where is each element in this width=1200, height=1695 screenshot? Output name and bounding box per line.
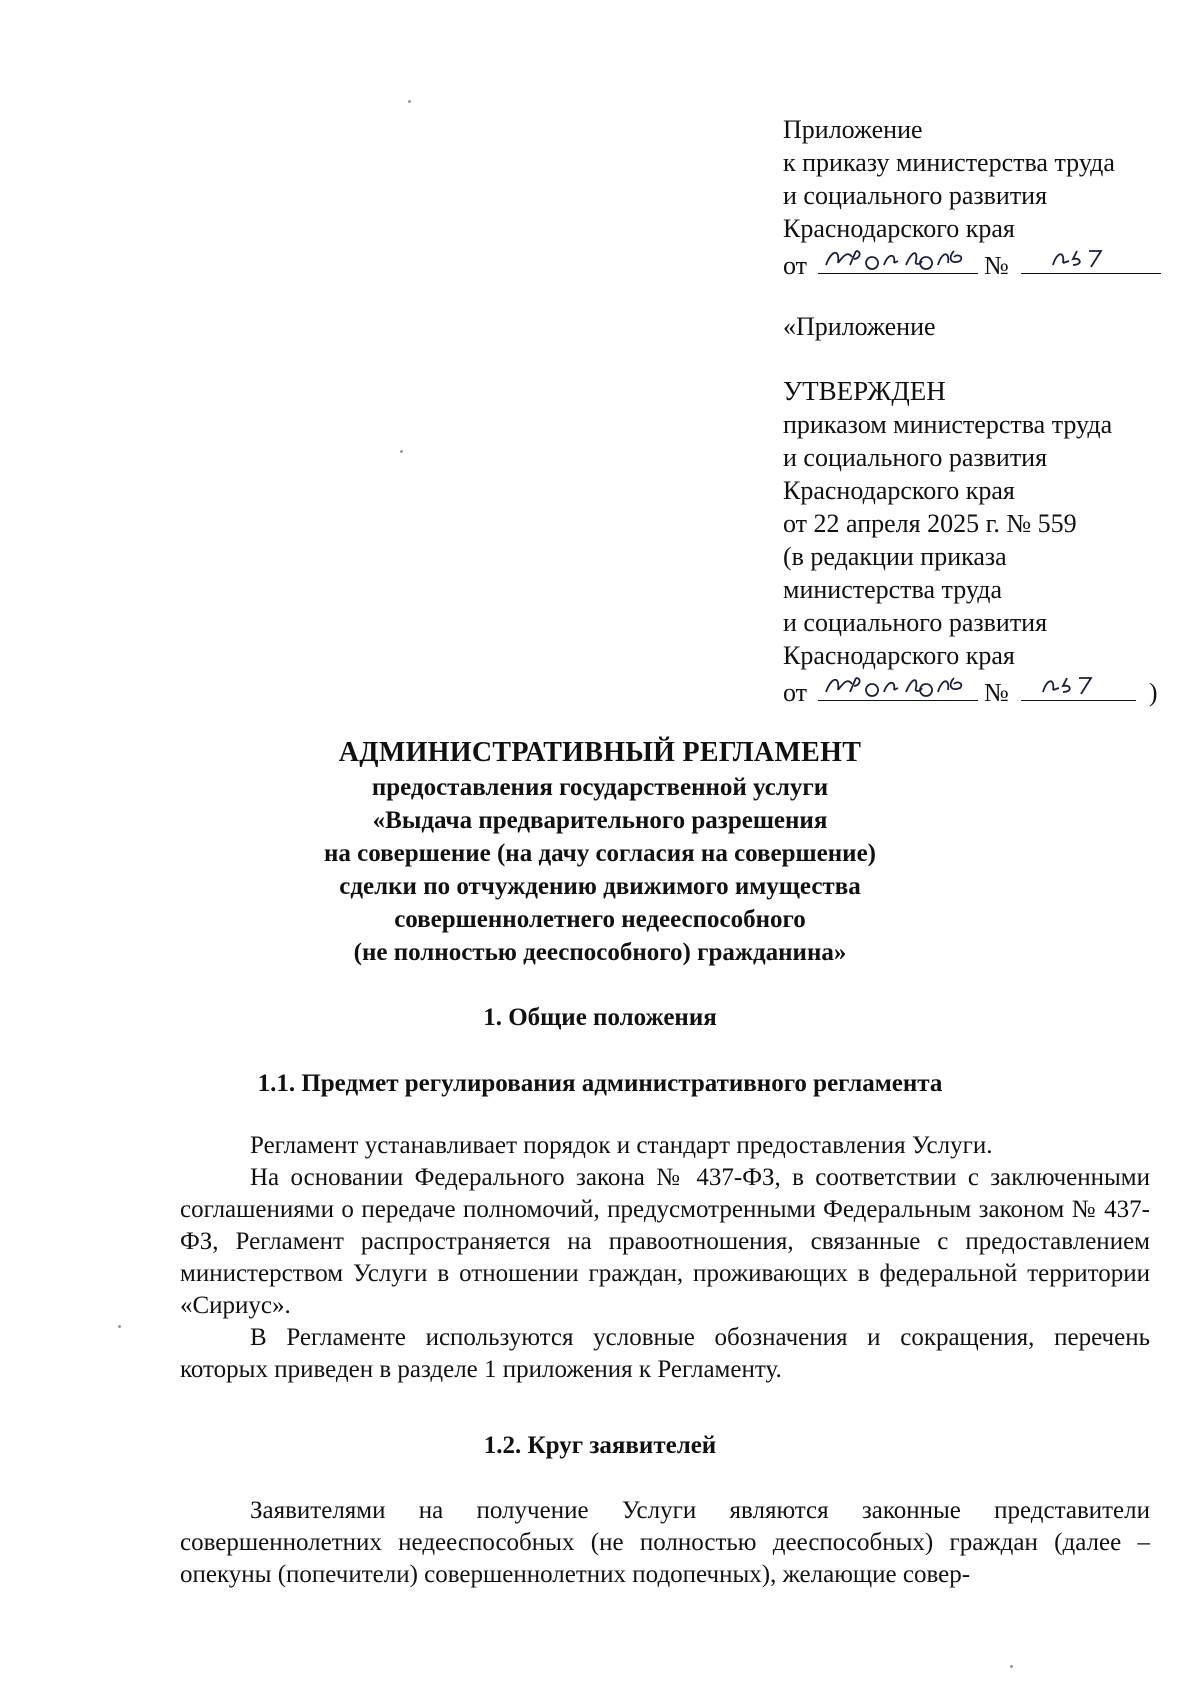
handwritten-number: [1021, 672, 1136, 701]
quote-label: «Приложение: [783, 312, 936, 341]
approved-line: (в редакции приказа: [783, 542, 1007, 571]
title-line: сделки по отчуждению движимого имущества: [339, 873, 861, 900]
scan-speck: [118, 1325, 121, 1328]
attachment-line: Приложение: [783, 115, 923, 144]
title-main: АДМИНИСТРАТИВНЫЙ РЕГЛАМЕНТ: [338, 737, 862, 768]
closing-paren: ): [1148, 678, 1158, 707]
title-line: (не полностью дееспособного) гражданина»: [353, 939, 847, 966]
handwritten-date-signature: [818, 664, 978, 700]
handwritten-number-signature: [1021, 664, 1136, 700]
approved-signature-line: [783, 672, 1173, 709]
handwritten-date: [818, 245, 978, 274]
quote-block: [783, 310, 1173, 343]
title-line: предоставления государственной услуги: [371, 774, 829, 801]
attachment-line: к приказу министерства труда: [783, 148, 1115, 177]
approved-line: министерства труда: [783, 575, 1002, 604]
paragraph: Заявителями на получение Услуги являются законные представители совершеннолетних недееспособных (не полностью дееспособных) граждан (далее – опекуны (попечители) совершеннолетних подопечных), желающие совер-: [180, 1497, 1150, 1588]
section-body: [180, 1130, 1150, 1386]
handwritten-number: [1021, 245, 1161, 274]
attachment-line: и социального развития: [783, 181, 1048, 210]
paragraph: На основании Федерального закона № 437-ФЗ, в соответствии с заключенными соглашениями о передаче полномочий, предусмотренными Федеральным законом № 437-ФЗ, Регламент распространяется на правоотношения, связанные с предоставлением министерством Услуги в отношении граждан, проживающих в федеральной территории «Сириус».: [180, 1164, 1150, 1319]
title-line: совершеннолетнего недееспособного: [394, 906, 806, 933]
approved-line: Краснодарского края: [783, 641, 1015, 670]
attachment-block: [783, 113, 1173, 282]
approved-heading: УТВЕРЖДЕН: [783, 376, 946, 406]
attachment-line: Краснодарского края: [783, 214, 1015, 243]
attachment-signature-line: [783, 245, 1173, 282]
number-label: №: [984, 251, 1009, 280]
handwritten-date-signature: [818, 237, 978, 273]
title-line: «Выдача предварительного разрешения: [372, 807, 828, 834]
document-title: [180, 735, 1020, 969]
approved-line: Краснодарского края: [783, 476, 1015, 505]
scan-speck: [408, 100, 411, 103]
paragraph: В Регламенте используются условные обозначения и сокращения, перечень которых приведен в разделе 1 приложения к Регламенту.: [180, 1324, 1150, 1383]
handwritten-date: [818, 672, 978, 701]
subsection-heading: 1.1. Предмет регулирования административного регламента: [257, 1070, 943, 1097]
approved-block: [783, 374, 1173, 709]
scan-speck: [1010, 1665, 1013, 1668]
number-label: №: [984, 678, 1009, 707]
subsection-heading: 1.2. Круг заявителей: [483, 1432, 717, 1459]
approved-line: и социального развития: [783, 608, 1048, 637]
approved-line: и социального развития: [783, 443, 1048, 472]
paragraph: Регламент устанавливает порядок и стандарт предоставления Услуги.: [250, 1132, 993, 1159]
section-body: [180, 1495, 1150, 1591]
from-label: от: [783, 251, 808, 280]
title-line: на совершение (на дачу согласия на совершение): [323, 840, 876, 867]
section-heading: 1. Общие положения: [483, 1004, 717, 1031]
from-label: от: [783, 678, 808, 707]
scan-speck: [400, 450, 403, 453]
approved-line: приказом министерства труда: [783, 410, 1113, 439]
approved-line: от 22 апреля 2025 г. № 559: [783, 509, 1077, 538]
handwritten-number-signature: [1021, 237, 1161, 273]
